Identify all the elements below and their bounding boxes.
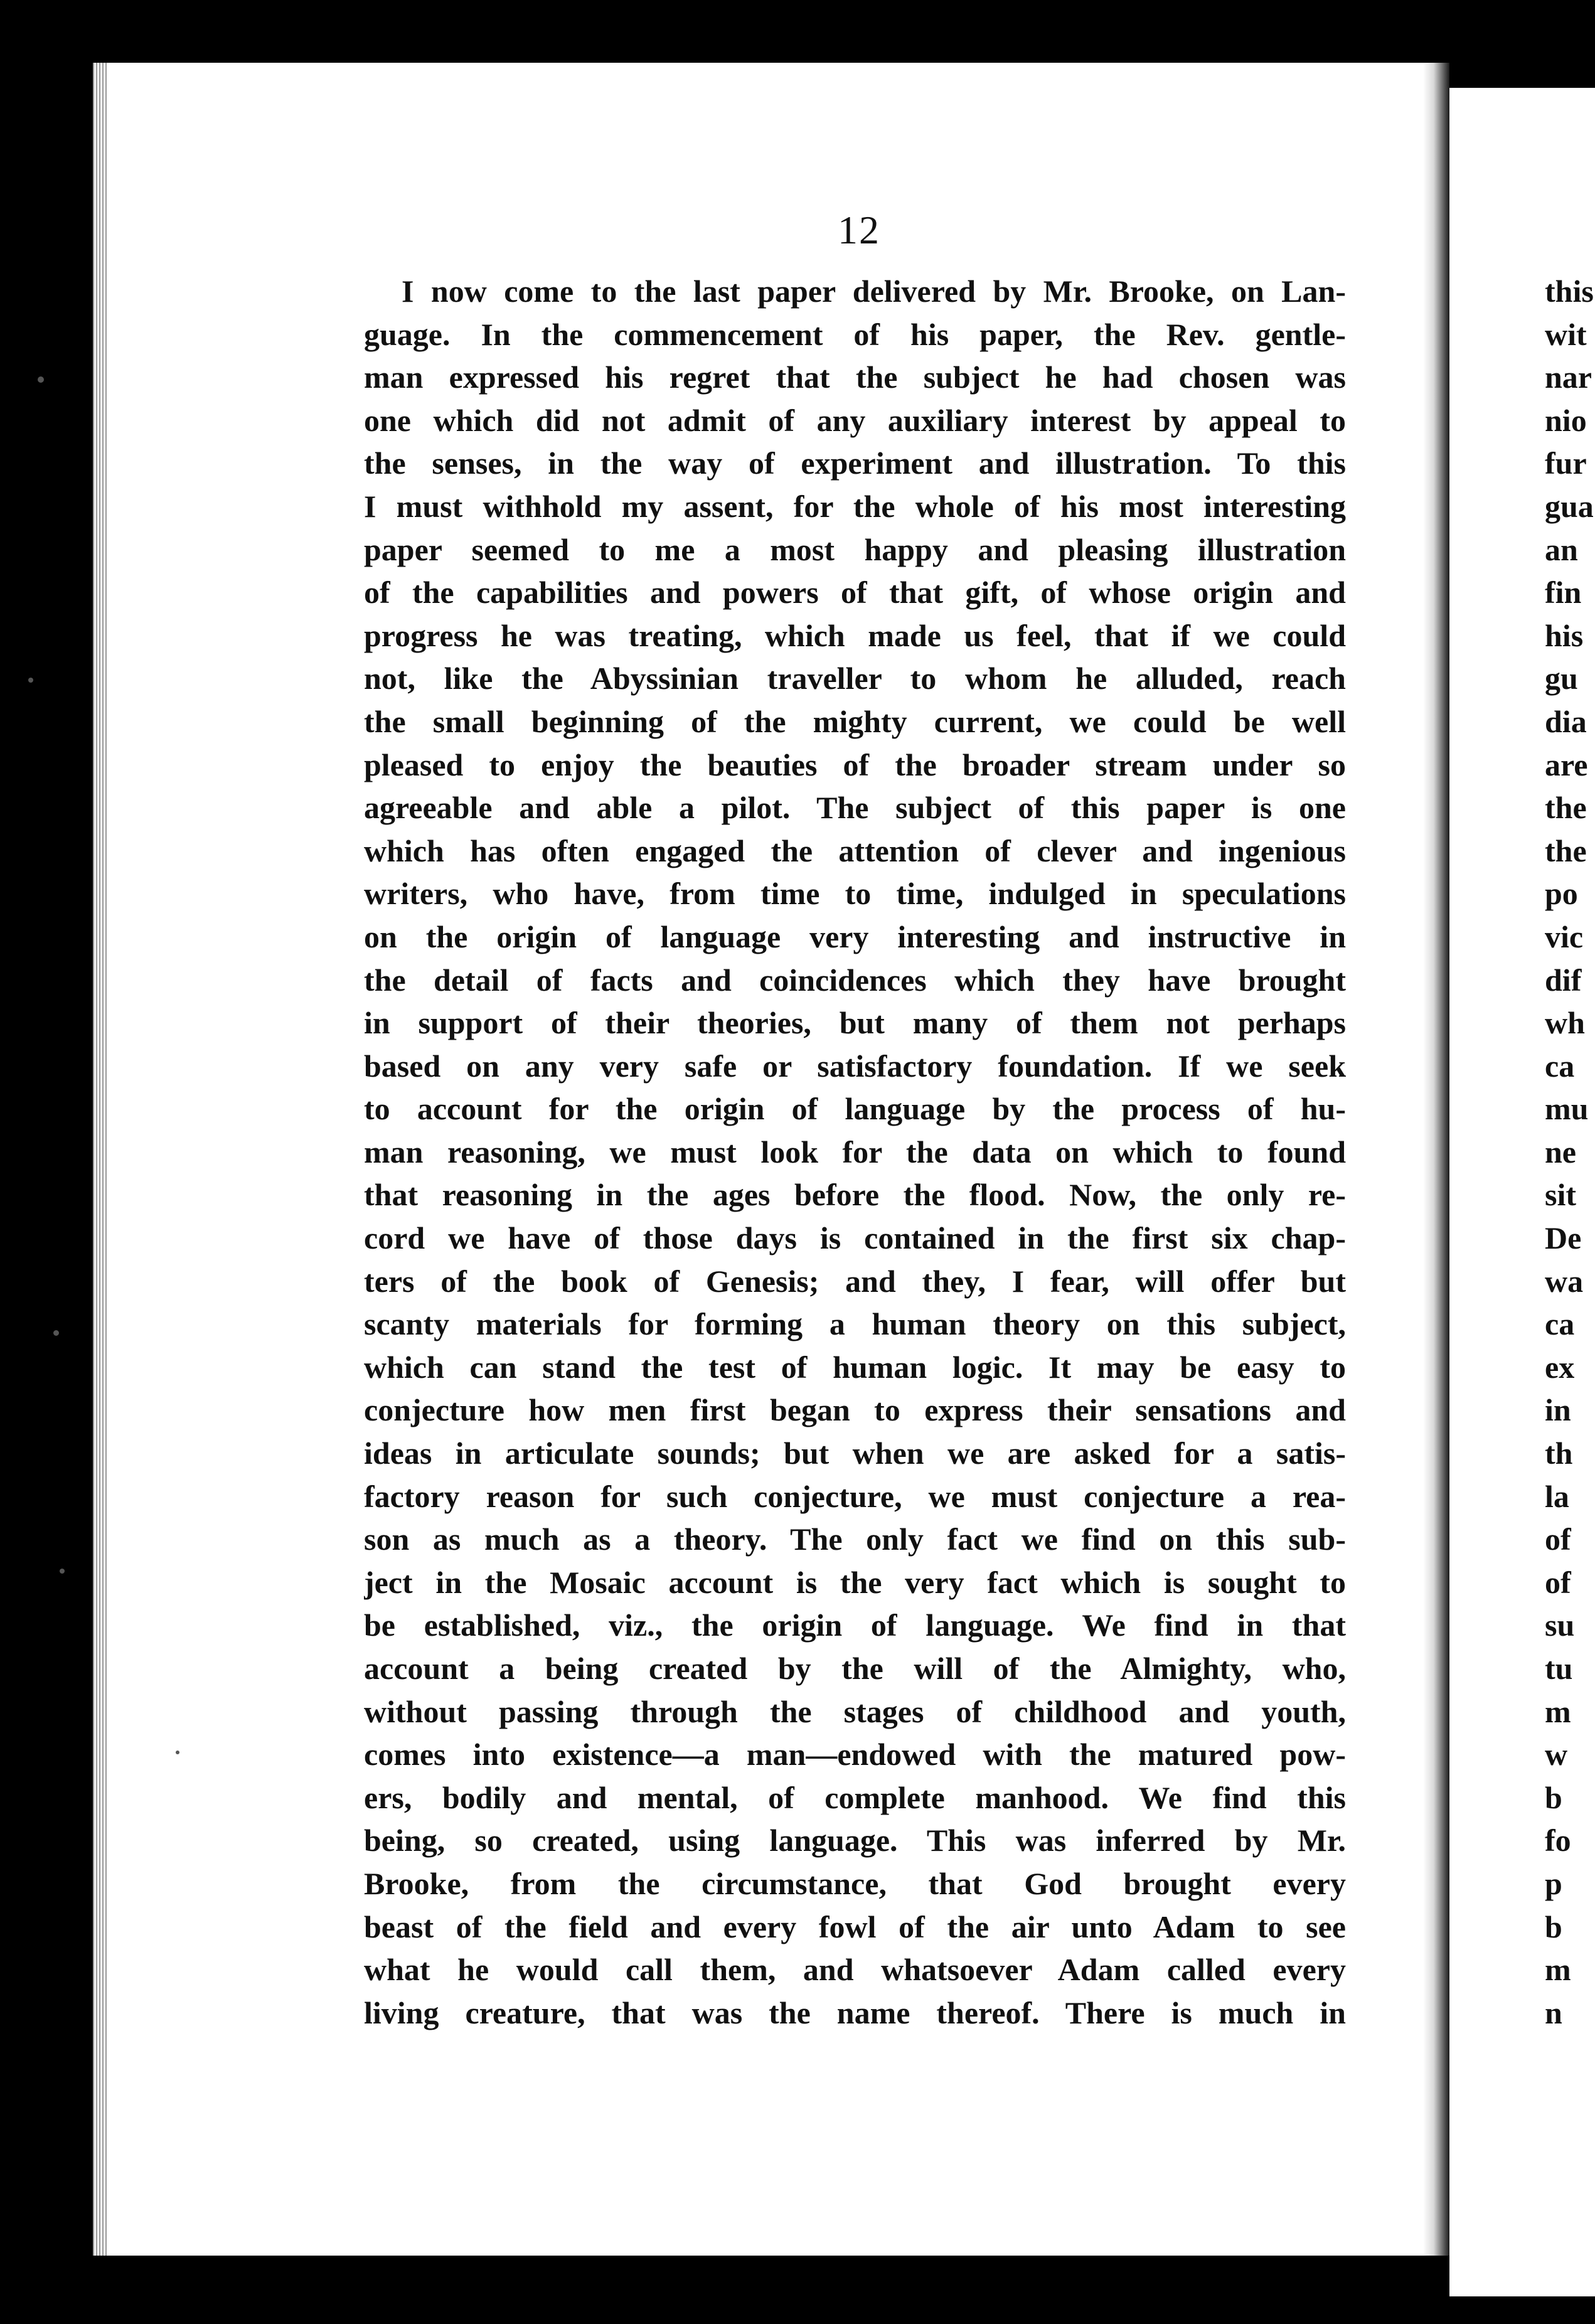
facing-line-fragment: this	[1545, 274, 1594, 309]
scan-speck	[38, 376, 44, 383]
text-line: ters of the book of Genesis; and they, I fear, will offer but	[364, 1263, 1346, 1299]
facing-line-fragment: nio	[1545, 402, 1587, 438]
facing-line-fragment: ca	[1545, 1048, 1575, 1084]
facing-line-fragment: sit	[1545, 1177, 1576, 1213]
facing-page-text	[1545, 270, 1594, 2034]
page-number: 12	[838, 208, 880, 252]
facing-line-fragment: ex	[1545, 1349, 1575, 1385]
facing-line-fragment: fur	[1545, 445, 1587, 481]
facing-line-fragment: b	[1545, 1779, 1562, 1815]
facing-line-fragment: dif	[1545, 962, 1582, 998]
facing-line-fragment: tu	[1545, 1651, 1573, 1686]
facing-line-fragment: p	[1545, 1865, 1562, 1901]
facing-line-fragment: are	[1545, 747, 1588, 782]
text-line: the detail of facts and coincidences which they have brought	[364, 962, 1346, 998]
facing-line-fragment: po	[1545, 876, 1578, 912]
text-line: be established, viz., the origin of language. We find in that	[364, 1607, 1346, 1643]
text-line: being, so created, using language. This was inferred by Mr.	[364, 1823, 1346, 1858]
text-line: the small beginning of the mighty current, we could be well	[364, 703, 1346, 739]
facing-line-fragment: wh	[1545, 1005, 1585, 1041]
facing-line-fragment: an	[1545, 531, 1578, 567]
facing-line-fragment: mu	[1545, 1091, 1589, 1127]
scan-speck	[60, 1569, 65, 1574]
text-line: account a being created by the will of the Almighty, who,	[364, 1651, 1346, 1686]
gutter-shadow	[1423, 63, 1449, 2256]
facing-line-fragment: n	[1545, 1995, 1562, 2030]
facing-line-fragment: De	[1545, 1220, 1582, 1256]
text-line: not, like the Abyssinian traveller to whom he alluded, reach	[364, 661, 1346, 696]
text-line: I must withhold my assent, for the whole of his most interesting	[364, 488, 1346, 524]
text-line: comes into existence—a man—endowed with the matured pow-	[364, 1737, 1346, 1772]
text-line: in support of their theories, but many of them not perhaps	[364, 1005, 1346, 1041]
facing-line-fragment: dia	[1545, 703, 1587, 739]
facing-line-fragment: his	[1545, 617, 1584, 653]
text-line: pleased to enjoy the beauties of the broader stream under so	[364, 747, 1346, 782]
facing-line-fragment: w	[1545, 1737, 1568, 1772]
text-line: without passing through the stages of childhood and youth,	[364, 1693, 1346, 1729]
text-line: I now come to the last paper delivered by Mr. Brooke, on Lan-	[402, 274, 1346, 309]
text-line: of the capabilities and powers of that gift, of whose origin and	[364, 575, 1346, 610]
text-line: ideas in articulate sounds; but when we are asked for a satis-	[364, 1436, 1346, 1471]
text-line: that reasoning in the ages before the flood. Now, the only re-	[364, 1177, 1346, 1213]
text-line: factory reason for such conjecture, we must conjecture a rea-	[364, 1478, 1346, 1514]
facing-line-fragment: la	[1545, 1478, 1569, 1514]
text-line: ers, bodily and mental, of complete manhood. We find this	[364, 1779, 1346, 1815]
binding-edge	[93, 63, 107, 2256]
text-line: cord we have of those days is contained in the first six chap-	[364, 1220, 1346, 1256]
facing-line-fragment: th	[1545, 1436, 1573, 1471]
text-line: beast of the field and every fowl of the air unto Adam to see	[364, 1909, 1346, 1944]
facing-line-fragment: in	[1545, 1392, 1571, 1428]
scan-speck	[53, 1330, 59, 1336]
text-line: Brooke, from the circumstance, that God brought every	[364, 1865, 1346, 1901]
text-line: paper seemed to me a most happy and pleasing illustration	[364, 531, 1346, 567]
text-line: which has often engaged the attention of clever and ingenious	[364, 833, 1346, 868]
scan-speck	[28, 678, 33, 683]
text-line: man expressed his regret that the subject he had chosen was	[364, 360, 1346, 395]
facing-line-fragment: of	[1545, 1564, 1571, 1600]
text-line: agreeable and able a pilot. The subject of this paper is one	[364, 790, 1346, 826]
text-line: conjecture how men first began to express their sensations and	[364, 1392, 1346, 1428]
text-line: guage. In the commencement of his paper, the Rev. gentle-	[364, 316, 1346, 352]
text-line: living creature, that was the name thereof. There is much in	[364, 1995, 1346, 2030]
text-line: son as much as a theory. The only fact we find on this sub-	[364, 1522, 1346, 1557]
facing-line-fragment: wit	[1545, 316, 1587, 352]
text-line: one which did not admit of any auxiliary interest by appeal to	[364, 402, 1346, 438]
text-line: based on any very safe or satisfactory foundation. If we seek	[364, 1048, 1346, 1084]
text-line: to account for the origin of language by the process of hu-	[364, 1091, 1346, 1127]
text-line: man reasoning, we must look for the data on which to found	[364, 1134, 1346, 1170]
facing-line-fragment: of	[1545, 1522, 1571, 1557]
text-line: writers, who have, from time to time, indulged in speculations	[364, 876, 1346, 912]
facing-line-fragment: gua	[1545, 488, 1594, 524]
facing-line-fragment: wa	[1545, 1263, 1584, 1299]
facing-line-fragment: nar	[1545, 360, 1592, 395]
text-line: scanty materials for forming a human theory on this subject,	[364, 1306, 1346, 1342]
facing-line-fragment: m	[1545, 1952, 1571, 1988]
facing-line-fragment: gu	[1545, 661, 1578, 696]
facing-line-fragment: m	[1545, 1693, 1571, 1729]
facing-line-fragment: vic	[1545, 919, 1584, 954]
facing-line-fragment: the	[1545, 790, 1587, 826]
body-text	[364, 270, 1346, 2034]
facing-line-fragment: ca	[1545, 1306, 1575, 1342]
facing-line-fragment: the	[1545, 833, 1587, 868]
facing-line-fragment: su	[1545, 1607, 1575, 1643]
text-line: the senses, in the way of experiment and illustration. To this	[364, 445, 1346, 481]
text-line: which can stand the test of human logic. It may be easy to	[364, 1349, 1346, 1385]
text-line: ject in the Mosaic account is the very fact which is sought to	[364, 1564, 1346, 1600]
text-line: what he would call them, and whatsoever Adam called every	[364, 1952, 1346, 1988]
scan-speck	[176, 1751, 179, 1754]
facing-line-fragment: ne	[1545, 1134, 1576, 1170]
text-line: on the origin of language very interesting and instructive in	[364, 919, 1346, 954]
facing-line-fragment: b	[1545, 1909, 1562, 1944]
text-line: progress he was treating, which made us feel, that if we could	[364, 617, 1346, 653]
facing-line-fragment: fin	[1545, 575, 1582, 610]
facing-line-fragment: fo	[1545, 1823, 1571, 1858]
